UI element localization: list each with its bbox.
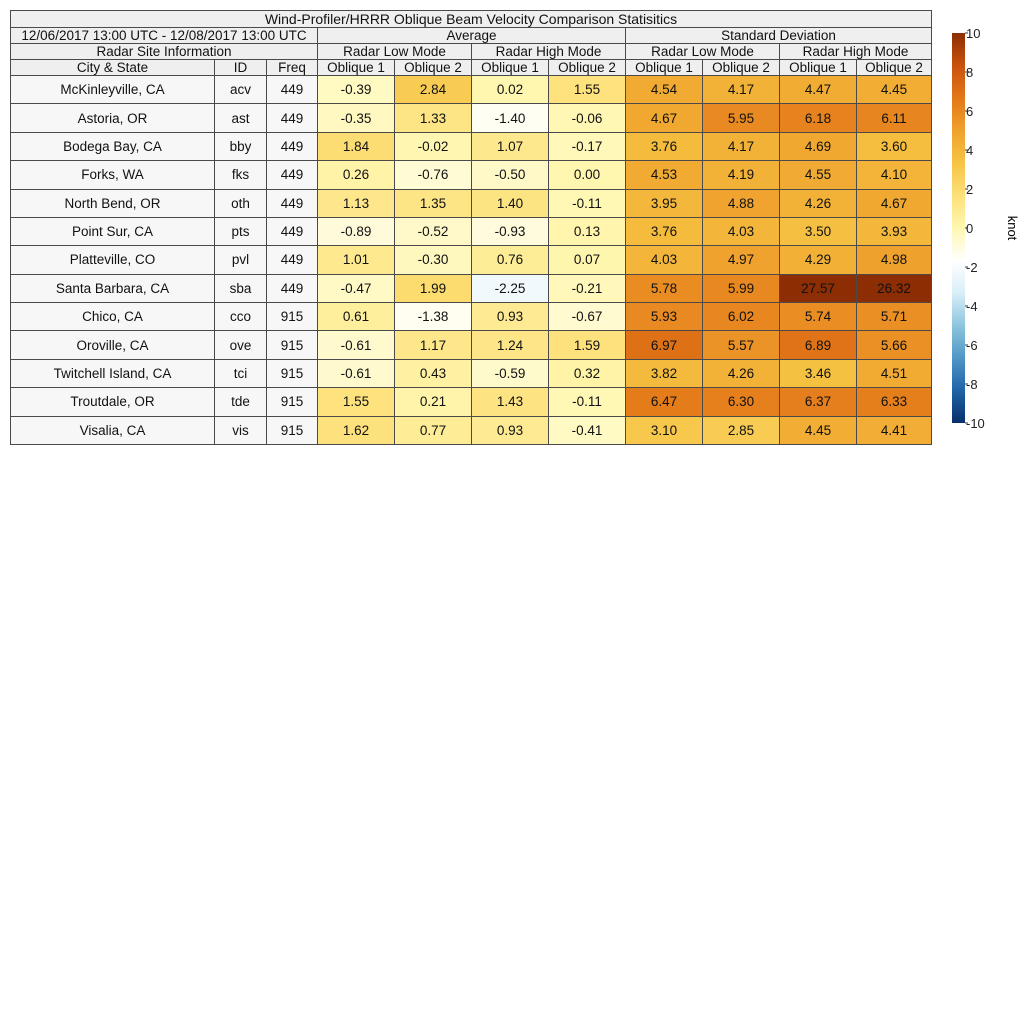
colorbar-tick-label: 6: [966, 104, 974, 119]
table-row: [11, 388, 932, 416]
value-cell: 6.18: [780, 104, 857, 132]
mode-header-row: [11, 44, 932, 60]
city-cell: Visalia, CA: [11, 416, 215, 445]
value-cell: 5.66: [857, 331, 932, 359]
value-cell: -1.38: [395, 303, 472, 331]
colorbar-tick-label: 4: [966, 143, 974, 158]
value-cell: 5.93: [626, 303, 703, 331]
value-cell: 5.95: [703, 104, 780, 132]
city-cell: North Bend, OR: [11, 189, 215, 217]
value-cell: 4.45: [857, 76, 932, 104]
value-cell: -2.25: [472, 274, 549, 302]
value-cell: 1.99: [395, 274, 472, 302]
freq-cell: 449: [267, 274, 318, 302]
column-header: Freq: [267, 60, 318, 76]
column-header: Oblique 2: [549, 60, 626, 76]
value-cell: 26.32: [857, 274, 932, 302]
column-header: Oblique 1: [780, 60, 857, 76]
value-cell: 4.53: [626, 161, 703, 189]
value-cell: 4.51: [857, 359, 932, 387]
value-cell: 4.26: [780, 189, 857, 217]
value-cell: -0.47: [318, 274, 395, 302]
value-cell: 0.93: [472, 303, 549, 331]
site-id-cell: pvl: [215, 246, 267, 274]
freq-cell: 449: [267, 76, 318, 104]
city-cell: Chico, CA: [11, 303, 215, 331]
value-cell: -1.40: [472, 104, 549, 132]
value-cell: -0.35: [318, 104, 395, 132]
freq-cell: 915: [267, 331, 318, 359]
freq-cell: 449: [267, 189, 318, 217]
value-cell: -0.67: [549, 303, 626, 331]
colorbar-tick-label: 0: [966, 221, 974, 236]
mode-header: Radar Low Mode: [318, 44, 472, 60]
value-cell: 0.76: [472, 246, 549, 274]
group-header-row: [11, 28, 932, 44]
colorbar-gradient: [952, 33, 965, 423]
freq-cell: 449: [267, 246, 318, 274]
value-cell: -0.17: [549, 132, 626, 160]
value-cell: -0.93: [472, 217, 549, 245]
freq-cell: 915: [267, 359, 318, 387]
freq-cell: 915: [267, 416, 318, 445]
value-cell: 0.07: [549, 246, 626, 274]
table-row: [11, 76, 932, 104]
mode-header: Radar Low Mode: [626, 44, 780, 60]
table-row: [11, 217, 932, 245]
value-cell: 6.11: [857, 104, 932, 132]
freq-cell: 449: [267, 217, 318, 245]
value-cell: -0.89: [318, 217, 395, 245]
colorbar-tick-label: -6: [966, 338, 978, 353]
table-row: [11, 189, 932, 217]
value-cell: -0.39: [318, 76, 395, 104]
value-cell: 1.43: [472, 388, 549, 416]
city-cell: Astoria, OR: [11, 104, 215, 132]
value-cell: 4.29: [780, 246, 857, 274]
freq-cell: 449: [267, 104, 318, 132]
value-cell: -0.30: [395, 246, 472, 274]
value-cell: 6.30: [703, 388, 780, 416]
value-cell: 4.45: [780, 416, 857, 445]
value-cell: 0.77: [395, 416, 472, 445]
value-cell: -0.06: [549, 104, 626, 132]
value-cell: 1.84: [318, 132, 395, 160]
value-cell: -0.59: [472, 359, 549, 387]
value-cell: 1.62: [318, 416, 395, 445]
table-row: [11, 132, 932, 160]
value-cell: 4.67: [857, 189, 932, 217]
value-cell: 4.41: [857, 416, 932, 445]
value-cell: 0.00: [549, 161, 626, 189]
value-cell: 1.07: [472, 132, 549, 160]
value-cell: 5.57: [703, 331, 780, 359]
site-id-cell: fks: [215, 161, 267, 189]
city-cell: Oroville, CA: [11, 331, 215, 359]
value-cell: -0.61: [318, 359, 395, 387]
site-id-cell: tde: [215, 388, 267, 416]
value-cell: 1.24: [472, 331, 549, 359]
value-cell: 0.13: [549, 217, 626, 245]
value-cell: 4.17: [703, 132, 780, 160]
value-cell: 5.99: [703, 274, 780, 302]
value-cell: 0.26: [318, 161, 395, 189]
table-row: [11, 246, 932, 274]
value-cell: 0.02: [472, 76, 549, 104]
title-row: [11, 11, 932, 28]
column-header: City & State: [11, 60, 215, 76]
average-group-header: Average: [318, 28, 626, 44]
city-cell: Twitchell Island, CA: [11, 359, 215, 387]
table-row: [11, 161, 932, 189]
value-cell: 3.10: [626, 416, 703, 445]
colorbar: [945, 28, 1020, 430]
value-cell: 4.03: [703, 217, 780, 245]
value-cell: 4.10: [857, 161, 932, 189]
value-cell: -0.76: [395, 161, 472, 189]
colorbar-ticks: [965, 28, 985, 430]
value-cell: 3.60: [857, 132, 932, 160]
value-cell: 1.33: [395, 104, 472, 132]
value-cell: 6.02: [703, 303, 780, 331]
value-cell: 4.47: [780, 76, 857, 104]
site-id-cell: sba: [215, 274, 267, 302]
value-cell: 6.47: [626, 388, 703, 416]
column-header: Oblique 1: [472, 60, 549, 76]
city-cell: Santa Barbara, CA: [11, 274, 215, 302]
mode-header: Radar High Mode: [780, 44, 932, 60]
site-id-cell: acv: [215, 76, 267, 104]
table-row: [11, 416, 932, 445]
colorbar-tick-label: 2: [966, 182, 974, 197]
colorbar-tick-label: -8: [966, 377, 978, 392]
value-cell: 0.93: [472, 416, 549, 445]
colorbar-tick-label: 8: [966, 65, 974, 80]
value-cell: -0.41: [549, 416, 626, 445]
value-cell: 1.40: [472, 189, 549, 217]
site-id-cell: cco: [215, 303, 267, 331]
colorbar-tick-label: -4: [966, 299, 978, 314]
site-id-cell: ove: [215, 331, 267, 359]
value-cell: 4.98: [857, 246, 932, 274]
value-cell: 6.89: [780, 331, 857, 359]
value-cell: -0.52: [395, 217, 472, 245]
city-cell: Platteville, CO: [11, 246, 215, 274]
colorbar-tick-label: -10: [966, 416, 985, 430]
value-cell: 2.85: [703, 416, 780, 445]
freq-cell: 915: [267, 388, 318, 416]
value-cell: 4.54: [626, 76, 703, 104]
colorbar-tick-label: 10: [966, 28, 981, 41]
std-dev-group-header: Standard Deviation: [626, 28, 932, 44]
site-id-cell: tci: [215, 359, 267, 387]
value-cell: 3.46: [780, 359, 857, 387]
value-cell: 27.57: [780, 274, 857, 302]
value-cell: 4.55: [780, 161, 857, 189]
value-cell: 4.19: [703, 161, 780, 189]
value-cell: 3.82: [626, 359, 703, 387]
value-cell: 3.76: [626, 132, 703, 160]
value-cell: 4.97: [703, 246, 780, 274]
value-cell: 0.61: [318, 303, 395, 331]
city-cell: Bodega Bay, CA: [11, 132, 215, 160]
column-header-row: [11, 60, 932, 76]
value-cell: -0.02: [395, 132, 472, 160]
value-cell: 6.37: [780, 388, 857, 416]
value-cell: -0.11: [549, 189, 626, 217]
site-info-header: Radar Site Information: [11, 44, 318, 60]
site-id-cell: oth: [215, 189, 267, 217]
value-cell: 3.76: [626, 217, 703, 245]
value-cell: 4.03: [626, 246, 703, 274]
colorbar-tick-label: -2: [966, 260, 978, 275]
table-row: [11, 274, 932, 302]
value-cell: 0.32: [549, 359, 626, 387]
column-header: Oblique 2: [395, 60, 472, 76]
site-id-cell: ast: [215, 104, 267, 132]
value-cell: 2.84: [395, 76, 472, 104]
mode-header: Radar High Mode: [472, 44, 626, 60]
value-cell: 3.50: [780, 217, 857, 245]
city-cell: McKinleyville, CA: [11, 76, 215, 104]
freq-cell: 915: [267, 303, 318, 331]
value-cell: -0.21: [549, 274, 626, 302]
value-cell: 6.97: [626, 331, 703, 359]
table-row: [11, 331, 932, 359]
value-cell: 4.69: [780, 132, 857, 160]
column-header: Oblique 2: [703, 60, 780, 76]
table-title: Wind-Profiler/HRRR Oblique Beam Velocity Comparison Statisitics: [11, 11, 932, 28]
value-cell: 4.67: [626, 104, 703, 132]
column-header: Oblique 1: [318, 60, 395, 76]
colorbar-label: knot: [1005, 215, 1020, 241]
value-cell: 4.17: [703, 76, 780, 104]
table-row: [11, 359, 932, 387]
table-row: [11, 303, 932, 331]
value-cell: 3.95: [626, 189, 703, 217]
value-cell: 1.17: [395, 331, 472, 359]
value-cell: 4.26: [703, 359, 780, 387]
value-cell: -0.11: [549, 388, 626, 416]
value-cell: 1.01: [318, 246, 395, 274]
table-row: [11, 104, 932, 132]
value-cell: 5.78: [626, 274, 703, 302]
city-cell: Forks, WA: [11, 161, 215, 189]
value-cell: 4.88: [703, 189, 780, 217]
table-body: [11, 76, 932, 445]
value-cell: 1.35: [395, 189, 472, 217]
freq-cell: 449: [267, 161, 318, 189]
value-cell: 1.55: [549, 76, 626, 104]
value-cell: 5.74: [780, 303, 857, 331]
value-cell: 5.71: [857, 303, 932, 331]
value-cell: 3.93: [857, 217, 932, 245]
site-id-cell: pts: [215, 217, 267, 245]
site-id-cell: vis: [215, 416, 267, 445]
value-cell: 0.43: [395, 359, 472, 387]
value-cell: 1.59: [549, 331, 626, 359]
value-cell: 1.55: [318, 388, 395, 416]
freq-cell: 449: [267, 132, 318, 160]
column-header: Oblique 1: [626, 60, 703, 76]
column-header: Oblique 2: [857, 60, 932, 76]
value-cell: 1.13: [318, 189, 395, 217]
city-cell: Point Sur, CA: [11, 217, 215, 245]
site-id-cell: bby: [215, 132, 267, 160]
value-cell: 0.21: [395, 388, 472, 416]
stats-table: [10, 10, 932, 445]
value-cell: -0.61: [318, 331, 395, 359]
date-range: 12/06/2017 13:00 UTC - 12/08/2017 13:00 UTC: [11, 28, 318, 44]
value-cell: -0.50: [472, 161, 549, 189]
column-header: ID: [215, 60, 267, 76]
value-cell: 6.33: [857, 388, 932, 416]
city-cell: Troutdale, OR: [11, 388, 215, 416]
